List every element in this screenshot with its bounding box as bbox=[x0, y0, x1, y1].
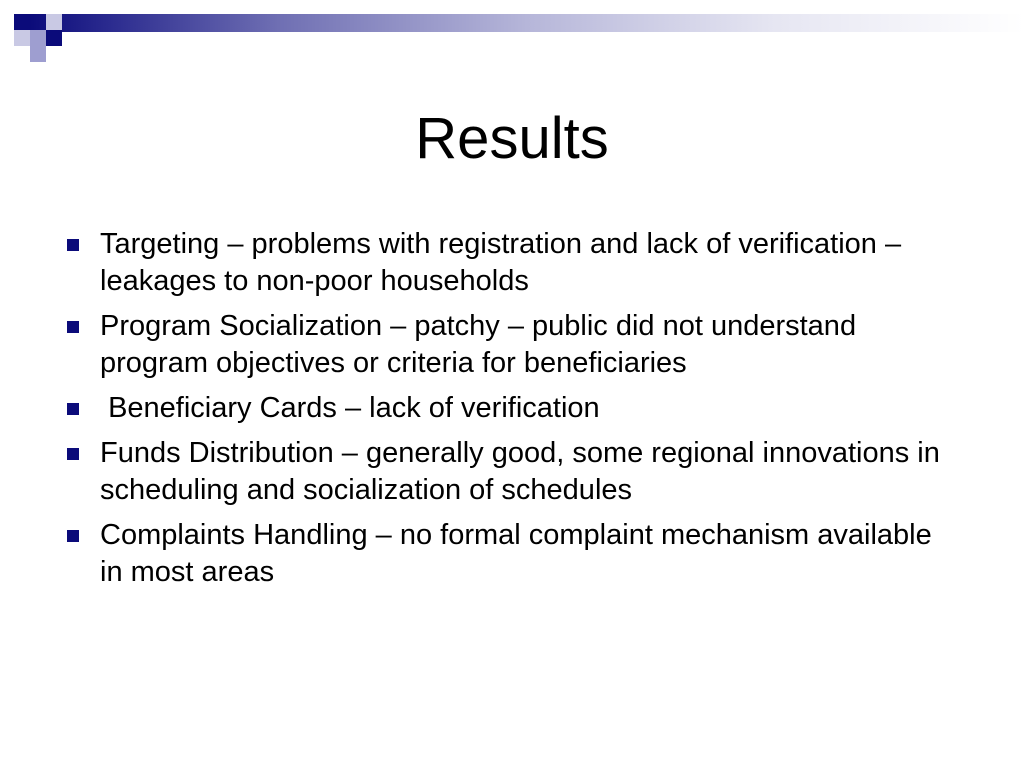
bullet-item bbox=[62, 308, 962, 382]
bullet-text: Complaints Handling – no formal complaint mechanism available in most areas bbox=[100, 519, 932, 588]
square-bullet-icon bbox=[67, 448, 79, 460]
bullet-text: Beneficiary Cards – lack of verification bbox=[100, 392, 600, 424]
square-bullet-icon bbox=[67, 239, 79, 251]
bullet-item bbox=[62, 435, 962, 509]
slide-title: Results bbox=[415, 106, 609, 171]
header-square-icon bbox=[14, 14, 30, 30]
square-bullet-icon bbox=[67, 403, 79, 415]
bullet-item bbox=[62, 226, 962, 300]
bullet-list bbox=[62, 226, 962, 599]
square-bullet-icon bbox=[67, 321, 79, 333]
bullet-text: Funds Distribution – generally good, some regional innovations in scheduling and socialization of schedules bbox=[100, 437, 940, 506]
header-square-icon bbox=[30, 30, 46, 46]
bullet-text: Program Socialization – patchy – public did not understand program objectives or criteria for beneficiaries bbox=[100, 310, 857, 379]
header-square-icon bbox=[46, 14, 62, 30]
square-bullet-icon bbox=[67, 530, 79, 542]
header-gradient-bar bbox=[30, 14, 1024, 32]
header-square-icon bbox=[46, 30, 62, 46]
bullet-item bbox=[62, 390, 962, 427]
bullet-item bbox=[62, 517, 962, 591]
header-square-icon bbox=[14, 30, 30, 46]
bullet-text: Targeting – problems with registration and lack of verification – leakages to non-poor households bbox=[100, 228, 902, 297]
header-square-icon bbox=[30, 46, 46, 62]
